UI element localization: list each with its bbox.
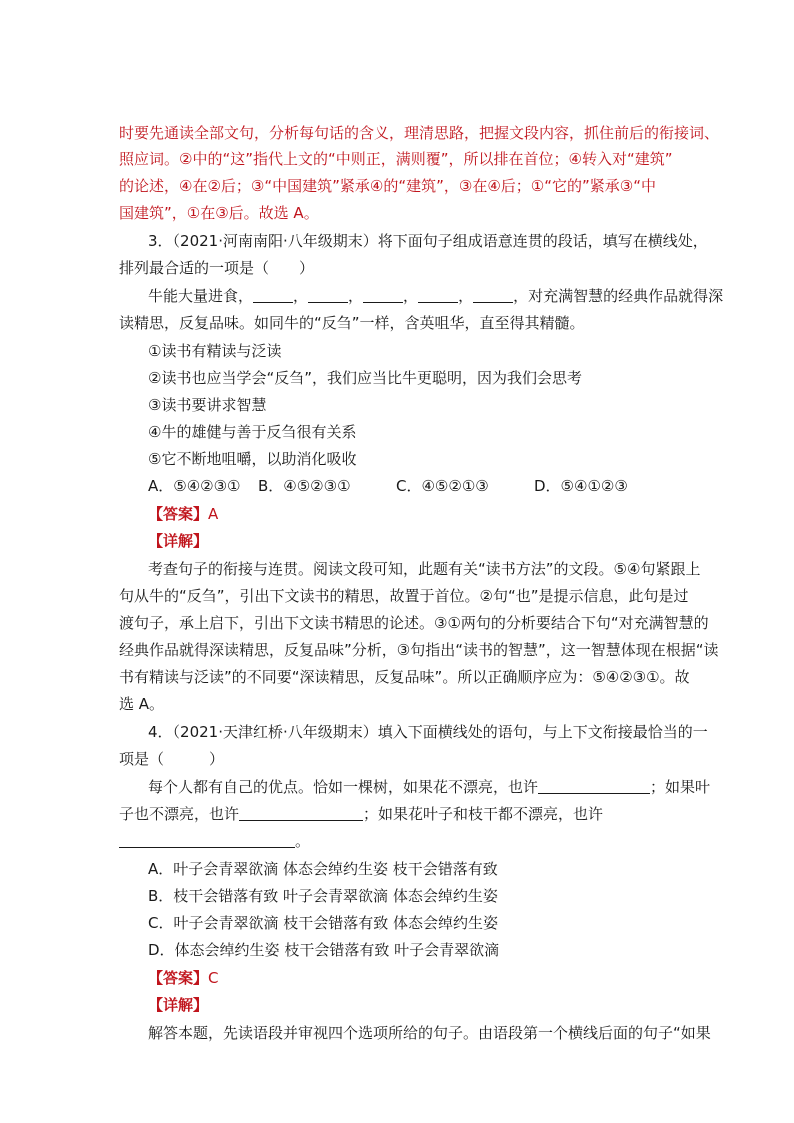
q3-passage-start: 牛能大量进食， [148, 287, 254, 305]
q3-option-d[interactable]: D．⑤④①②③ [534, 477, 628, 495]
q4-blank-2 [239, 804, 363, 821]
q4-detail-tag: 【详解】 [148, 996, 209, 1014]
q3-options-row [148, 473, 688, 499]
q4-blank-1 [538, 777, 650, 794]
q3-detail-line-4: 经典作品就得深读精思，反复品味”分析，③句指出“读书的智慧”，这一智慧体现在根据“读 [119, 641, 719, 659]
q3-blank-3 [363, 286, 403, 303]
q4-passage-line-3: 。 [119, 828, 679, 854]
q4-option-c[interactable]: C．叶子会青翠欲滴 枝干会错落有致 体态会绰约生姿 [148, 914, 499, 932]
q3-answer-value: A [208, 505, 219, 523]
q4-answer [148, 965, 708, 991]
analysis-line-3: 的论述，④在②后；③“中国建筑”紧承④的“建筑”，③在④后；①“它的”紧承③“中 [119, 177, 656, 195]
q4-option-b[interactable]: B．枝干会错落有致 叶子会青翠欲滴 体态会绰约生姿 [148, 887, 498, 905]
q4-detail-tag-line [148, 992, 708, 1018]
analysis-line-1: 时要先通读全部文句，分析每句话的含义，理清思路，把握文段内容，抓住前后的衔接词、 [119, 124, 720, 142]
analysis-line-4: 国建筑”，①在③后。故选 A。 [119, 204, 319, 222]
q3-detail-line-6: 选 A。 [119, 695, 165, 713]
q3-detail-line-1: 考查句子的衔接与连贯。阅读文段可知，此题有关“读书方法”的文段。⑤④句紧跟上 [148, 560, 701, 578]
q4-answer-tag: 【答案】 [148, 969, 209, 987]
q4-stem-line-2: 项是（ ） [119, 750, 225, 768]
q3-item-4: ④牛的雄健与善于反刍很有关系 [148, 423, 357, 441]
q3-item-3: ③读书要讲求智慧 [148, 396, 267, 414]
q3-option-c[interactable]: C．④⑤②①③ [396, 477, 489, 495]
q4-option-a[interactable]: A．叶子会青翠欲滴 体态会绰约生姿 枝干会错落有致 [148, 860, 498, 878]
q3-blank-2 [308, 286, 348, 303]
q3-stem-line-2: 排列最合适的一项是（ ） [119, 259, 315, 277]
q3-item-5: ⑤它不断地咀嚼，以助消化吸收 [148, 450, 357, 468]
q3-blank-1 [253, 286, 293, 303]
q3-passage-line-1: 牛能大量进食， ， ， ， ， ，对充满智慧的经典作品就得深 [148, 287, 724, 305]
q4-option-d[interactable]: D．体态会绰约生姿 枝干会错落有致 叶子会青翠欲滴 [148, 941, 500, 959]
q3-detail-line-2: 句从牛的“反刍”，引出下文读书的精思，故置于首位。②句“也”是提示信息，此句是过 [119, 587, 689, 605]
q3-detail-line-5: 书有精读与泛读”的不同要“深读精思，反复品味”。所以正确顺序应为：⑤④②③①。故 [119, 668, 690, 686]
q3-option-b[interactable]: B．④⑤②③① [258, 477, 351, 495]
q3-item-1: ①读书有精读与泛读 [148, 342, 282, 360]
q3-passage-end: ，对充满智慧的经典作品就得深 [513, 287, 724, 305]
q4-answer-value: C [208, 969, 219, 987]
q4-passage-line-2: 子也不漂亮，也许 ；如果花叶子和枝干都不漂亮，也许 [119, 805, 604, 823]
q3-blank-4 [418, 286, 458, 303]
q3-blank-5 [473, 286, 513, 303]
q3-item-2: ②读书也应当学会“反刍”，我们应当比牛更聪明，因为我们会思考 [148, 369, 582, 387]
q3-answer [148, 501, 708, 527]
q3-option-a[interactable]: A．⑤④②③① [148, 477, 241, 495]
q3-passage-line-2: 读精思，反复品味。如同牛的“反刍”一样，含英咀华，直至得其精髓。 [119, 314, 585, 332]
q4-stem-line-1: 4．（2021·天津红桥·八年级期末）填入下面横线处的语句，与上下文衔接最恰当的一 [148, 723, 708, 741]
q3-stem-line-1: 3．（2021·河南南阳·八年级期末）将下面句子组成语意连贯的段话，填写在横线处， [148, 232, 708, 250]
q3-detail-tag-line [148, 528, 708, 554]
q3-detail-line-3: 渡句子，承上启下，引出下文读书精思的论述。③①两句的分析要结合下句“对充满智慧的 [119, 614, 709, 632]
q3-detail-tag: 【详解】 [148, 532, 209, 550]
analysis-line-2: 照应词。②中的“这”指代上文的“中则正，满则覆”，所以排在首位；④转入对“建筑” [119, 150, 673, 168]
q4-detail-line-1: 解答本题，先读语段并审视四个选项所给的句子。由语段第一个横线后面的句子“如果 [148, 1024, 711, 1042]
q3-answer-tag: 【答案】 [148, 505, 209, 523]
q4-passage-line-1: 每个人都有自己的优点。恰如一棵树，如果花不漂亮，也许 ；如果叶 [148, 778, 711, 796]
q4-blank-3 [119, 831, 295, 848]
